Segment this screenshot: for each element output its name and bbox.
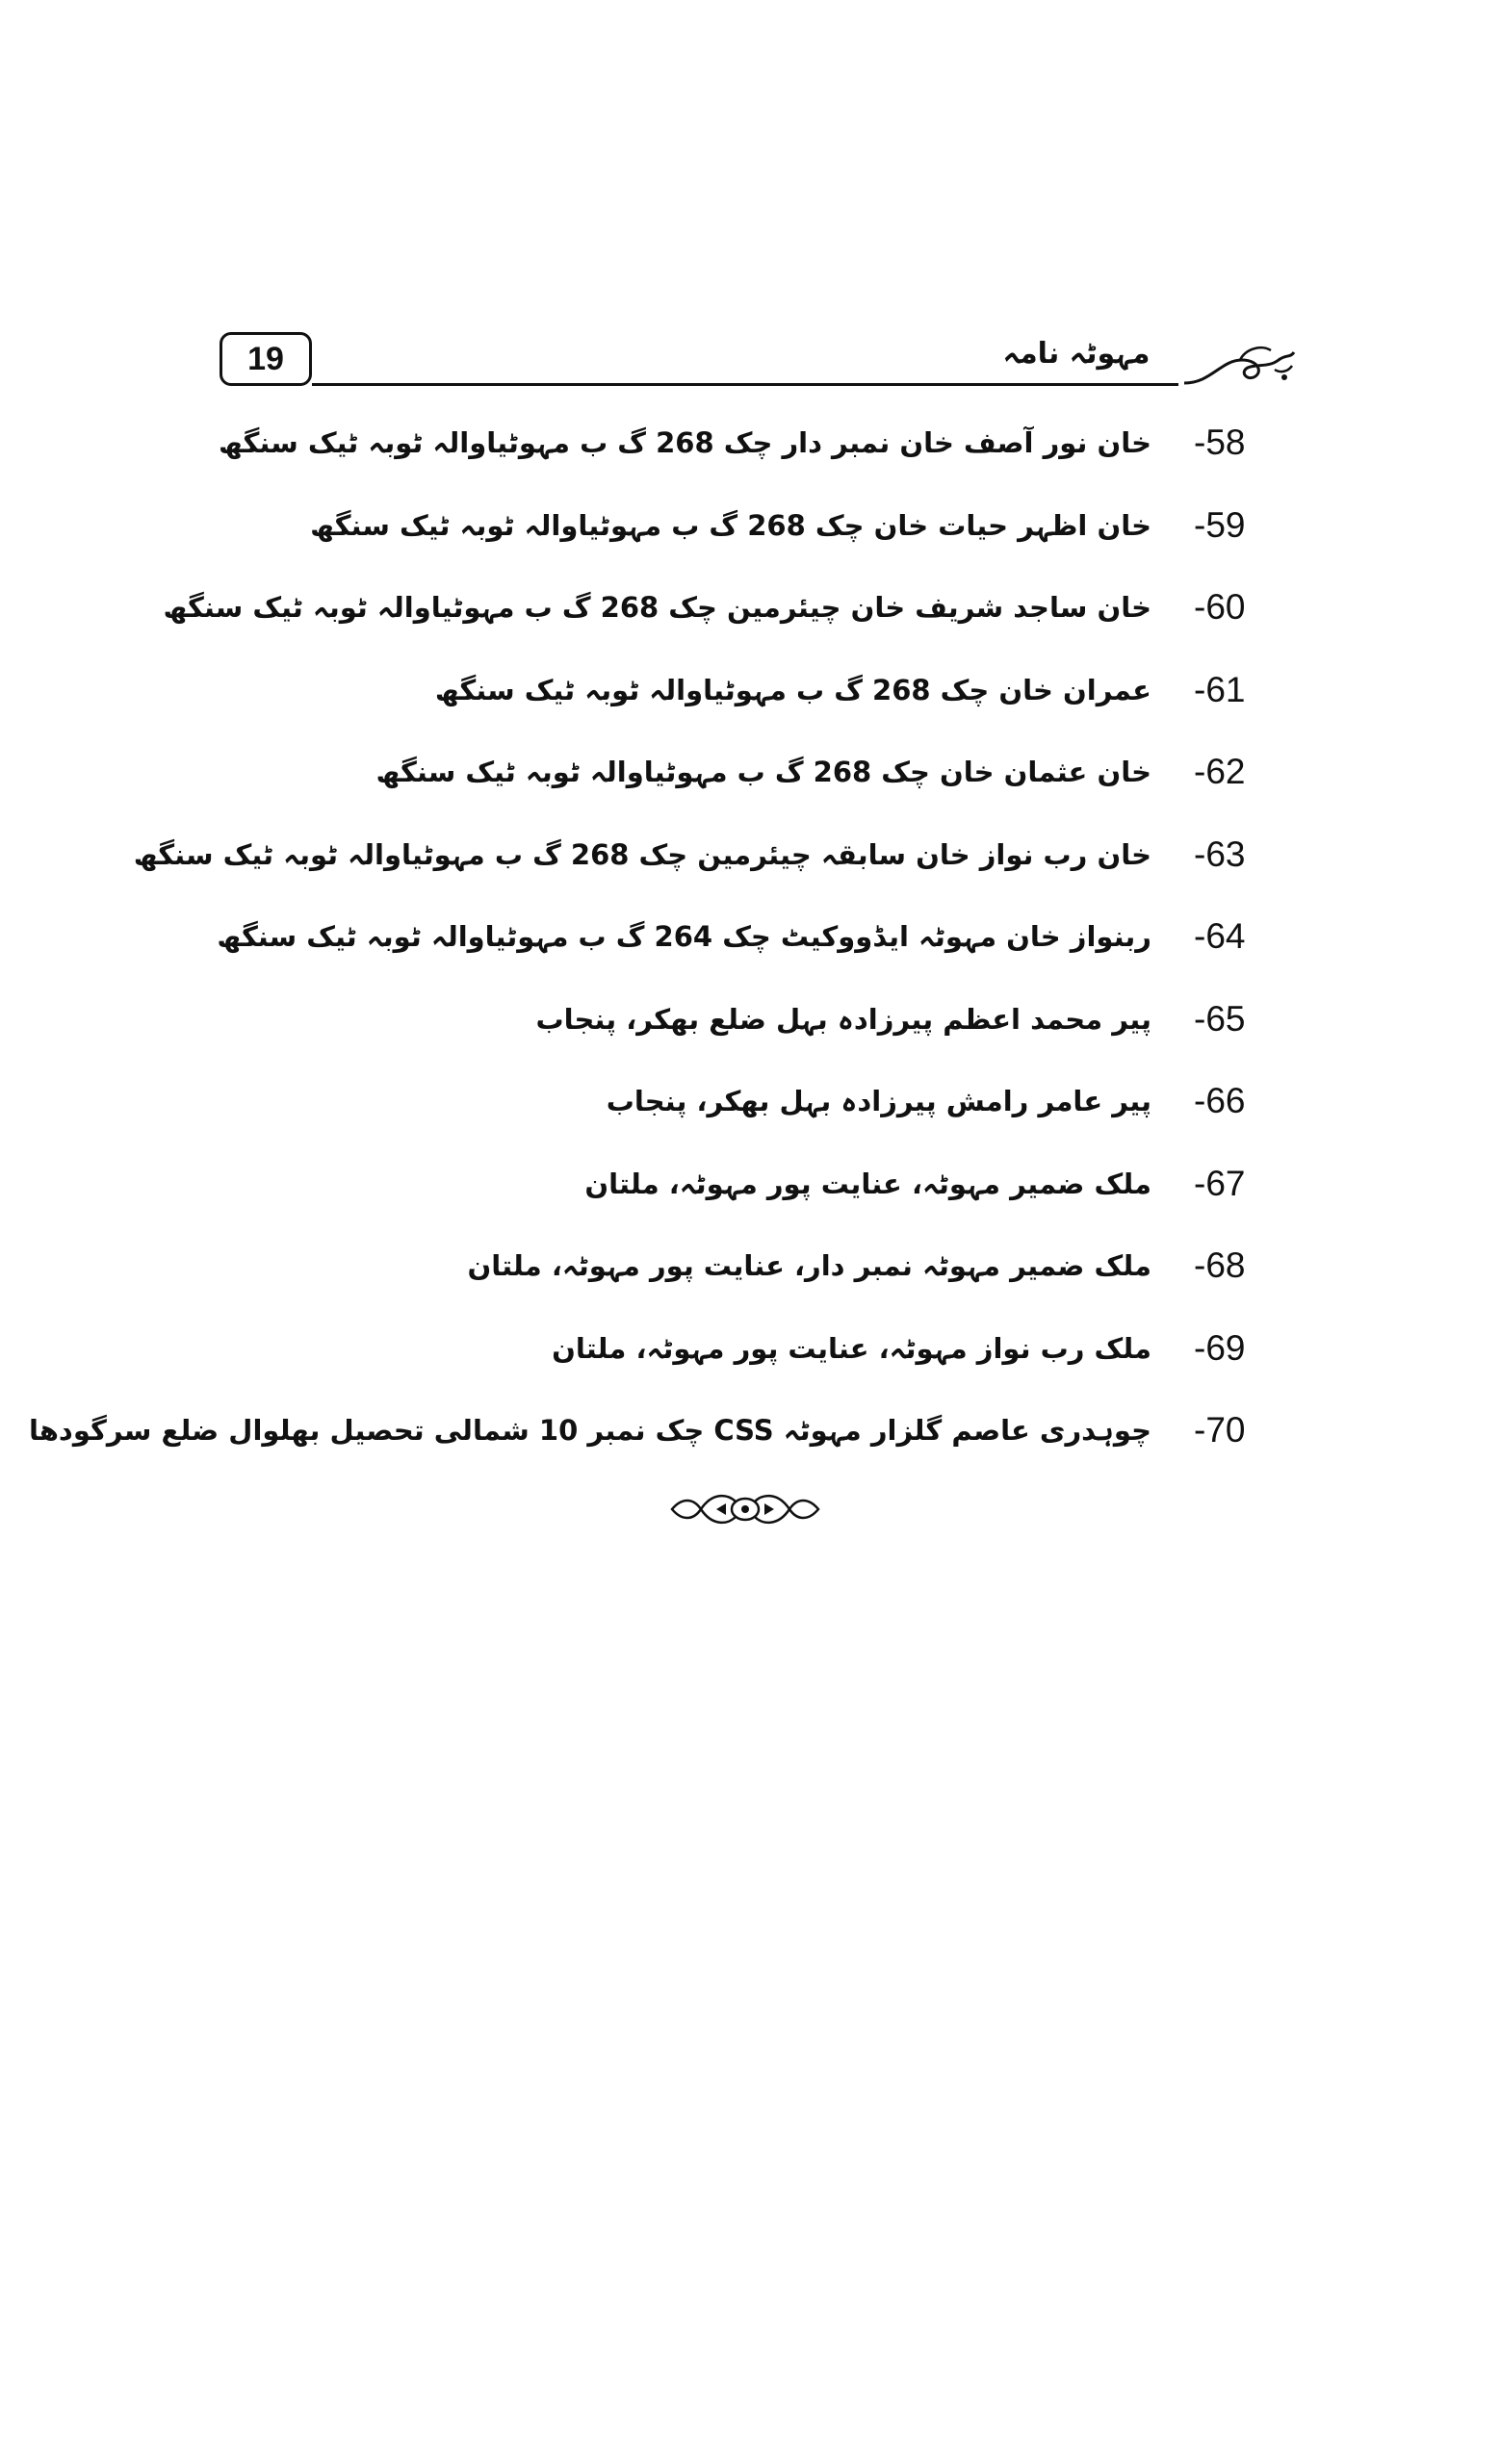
list-item [28,1392,1290,1475]
entry-text: ملک رب نواز مہوٹہ، عنایت پور مہوٹہ، ملتان [552,1331,1151,1365]
entry-number: -65 [1194,998,1246,1039]
entry-number: -70 [1194,1410,1246,1450]
list-item [193,733,1290,816]
list-item [193,1145,1290,1228]
list-item [193,1310,1290,1393]
entry-number: -68 [1194,1245,1246,1285]
entry-number: -66 [1194,1081,1246,1120]
entry-text: خان اظہر حیات خان چک 268 گ ب مہوٹیاوالہ ٹوبہ ٹیک سنگھ [310,508,1151,542]
entry-text: خان نور آصف خان نمبر دار چک 268 گ ب مہوٹیاوالہ ٹوبہ ٹیک سنگھ [218,426,1151,459]
entry-list [28,404,1290,1475]
entry-text: ربنواز خان مہوٹہ ایڈووکیٹ چک 264 گ ب مہوٹیاوالہ ٹوبہ ٹیک سنگھ [217,920,1151,953]
entry-number: -69 [1194,1327,1246,1368]
list-item [193,1063,1290,1145]
entry-text: خان عثمان خان چک 268 گ ب مہوٹیاوالہ ٹوبہ ٹیک سنگھ [375,756,1151,788]
entry-text: خان ساجد شریف خان چیئرمین چک 268 گ ب مہوٹیاوالہ ٹوبہ ٹیک سنگھ [163,591,1151,624]
entry-number: -61 [1194,669,1246,709]
entry-text: پیر عامر رامش پیرزادہ بہل بھکر، پنجاب [606,1085,1151,1117]
entry-text: ملک ضمیر مہوٹہ نمبر دار، عنایت پور مہوٹہ، ملتان [467,1249,1151,1282]
list-item [193,652,1290,734]
list-item [133,816,1290,899]
entry-text: چوہدری عاصم گلزار مہوٹہ CSS چک نمبر 10 شمالی تحصیل بھلوال ضلع سرگودھا [28,1414,1151,1447]
list-item [163,569,1290,652]
header-rule [312,383,1178,386]
entry-number: -63 [1194,834,1246,874]
page-header [220,327,1288,397]
flourish-ornament-icon [1182,331,1298,389]
list-item [193,981,1290,1064]
entry-number: -67 [1194,1163,1246,1203]
entry-text: ملک ضمیر مہوٹہ، عنایت پور مہوٹہ، ملتان [584,1167,1151,1200]
entry-number: -64 [1194,916,1246,956]
entry-text: خان رب نواز خان سابقہ چیئرمین چک 268 گ ب مہوٹیاوالہ ٹوبہ ٹیک سنگھ [133,837,1151,871]
list-item [193,1227,1290,1310]
entry-number: -62 [1194,752,1246,791]
running-title: مہوٹہ نامہ [1002,337,1151,371]
list-item [193,404,1290,487]
entry-text: عمران خان چک 268 گ ب مہوٹیاوالہ ٹوبہ ٹیک سنگھ [434,673,1151,706]
end-ornament-icon [668,1488,822,1530]
entry-text: پیر محمد اعظم پیرزادہ بہل ضلع بھکر، پنجاب [535,1002,1151,1036]
page-number: 19 [220,332,312,386]
entry-number: -58 [1194,423,1246,462]
entry-number: -60 [1194,587,1246,627]
list-item [193,487,1290,570]
entry-number: -59 [1194,504,1246,545]
list-item [193,898,1290,981]
